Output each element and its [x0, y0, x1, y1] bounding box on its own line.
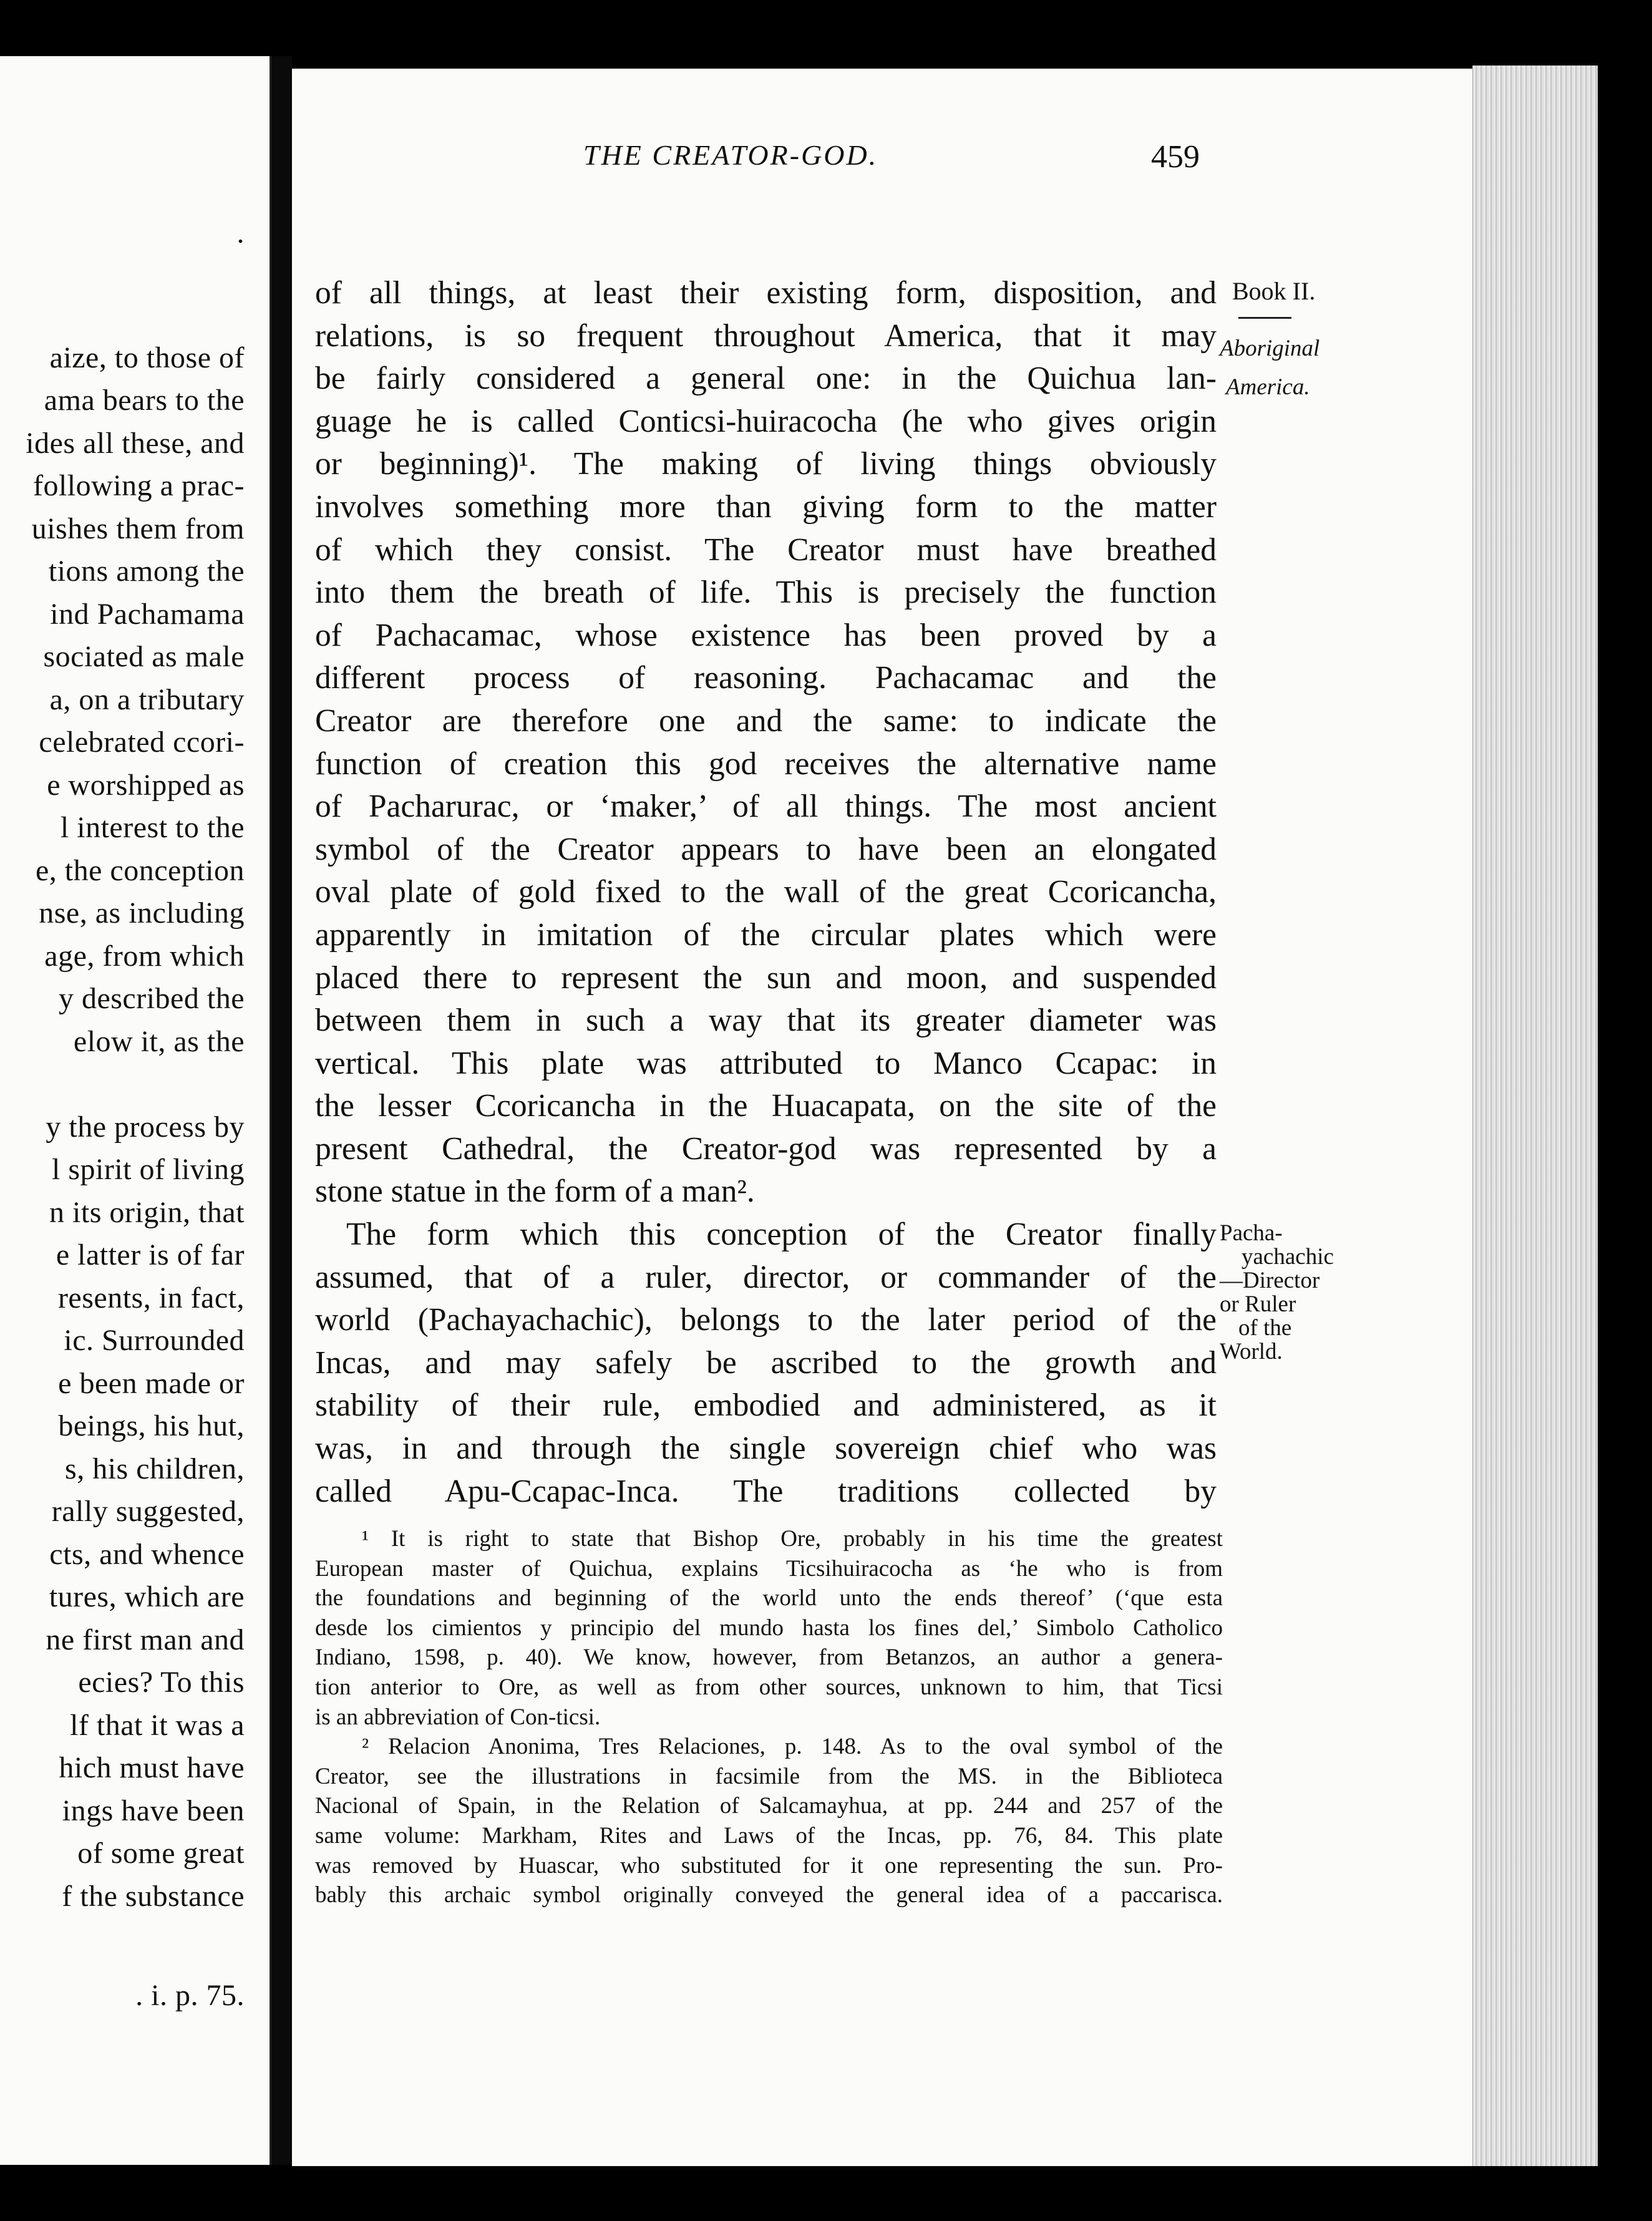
body-line: of Pachacamac, whose existence has been proved by a [315, 617, 1217, 653]
left-page-line: e worshipped as [47, 769, 245, 802]
body-line: be fairly considered a general one: in the Quichua lan- [315, 361, 1217, 397]
book-gutter [271, 56, 292, 2165]
sidenote-line: America. [1226, 374, 1310, 400]
left-page-line: nse, as including [39, 897, 245, 930]
left-page-line: aize, to those of [49, 341, 245, 374]
body-line: was, in and through the single sovereign chief who was [315, 1431, 1217, 1467]
body-line: function of creation this god receives the alternative name [315, 746, 1217, 782]
body-line: called Apu-Ccapac-Inca. The traditions collected by [315, 1473, 1217, 1509]
page-header [0, 139, 1652, 182]
footnote-line: ² Relacion Anonima, Tres Relaciones, p. 148. As to the oval symbol of the [362, 1734, 1223, 1760]
footnote-line: Creator, see the illustrations in facsimile from the MS. in the Biblioteca [315, 1763, 1223, 1789]
sidenote-line: yachachic [1241, 1244, 1334, 1270]
footnote-line: bably this archaic symbol originally conveyed the general idea of a paccarisca. [315, 1882, 1223, 1908]
footnote-line: same volume: Markham, Rites and Laws of the Incas, pp. 76, 84. This plate [315, 1822, 1223, 1849]
left-page-line: resents, in fact, [57, 1281, 245, 1315]
body-line: relations, is so frequent throughout America, that it may [315, 318, 1217, 354]
left-page-line: e latter is of far [56, 1238, 245, 1271]
body-text [315, 272, 1217, 1513]
left-page-line: s, his children, [65, 1452, 245, 1485]
left-page-line: y the process by [46, 1110, 245, 1144]
left-page-line: cts, and whence [49, 1538, 245, 1571]
body-line: of all things, at least their existing form, disposition, and [315, 275, 1217, 311]
sidenote-line: Pacha- [1220, 1220, 1283, 1246]
body-line: different process of reasoning. Pachacamac and the [315, 660, 1217, 696]
footnote-line: European master of Quichua, explains Ticsihuiracocha as ‘he who is from [315, 1555, 1223, 1582]
body-line: vertical. This plate was attributed to Manco Ccapac: in [315, 1045, 1217, 1081]
left-page-line: elow it, as the [73, 1025, 245, 1058]
body-line: oval plate of gold fixed to the wall of the great Ccoricancha, [315, 874, 1217, 910]
left-facing-page [0, 56, 271, 2165]
left-page-line: beings, his hut, [58, 1409, 245, 1442]
body-line: placed there to represent the sun and moon, and suspended [315, 960, 1217, 996]
sidenote-line: World. [1220, 1339, 1283, 1364]
sidenote-rule [1238, 317, 1291, 319]
left-page-line: ings have been [62, 1794, 245, 1827]
left-page-line: ides all these, and [26, 427, 245, 460]
body-line: Creator are therefore one and the same: to indicate the [315, 702, 1217, 739]
left-page-line: f the substance [62, 1880, 245, 1913]
body-line: stability of their rule, embodied and administered, as it [315, 1388, 1217, 1424]
sidenote-line: of the [1238, 1315, 1292, 1341]
left-page-line: l interest to the [60, 811, 245, 844]
sidenote-book: Book II. [1232, 277, 1316, 305]
footnote-line: tion anterior to Ore, as well as from other sources, unknown to him, that Ticsi [315, 1674, 1223, 1700]
left-page-line: ic. Surrounded [64, 1324, 245, 1357]
sidenote-pachayachachic [1220, 1222, 1334, 1364]
page-edges [1472, 66, 1598, 2166]
footnote-line: is an abbreviation of Con-ticsi. [315, 1704, 601, 1730]
footnotes [315, 1524, 1223, 1910]
body-line: between them in such a way that its greater diameter was [315, 1003, 1217, 1039]
left-page-line: e, the conception [35, 854, 245, 887]
body-line: The form which this conception of the Creator finally [346, 1217, 1217, 1253]
footnote-line: Nacional of Spain, in the Relation of Salcamayhua, at pp. 244 and 257 of the [315, 1793, 1223, 1819]
body-line: the lesser Ccoricancha in the Huacapata, on the site of the [315, 1088, 1217, 1124]
left-page-line: following a prac- [32, 469, 245, 502]
left-page-line: lf that it was a [70, 1709, 245, 1742]
body-line: or beginning)¹. The making of living things obviously [315, 446, 1217, 482]
body-line: of Pacharurac, or ‘maker,’ of all things. The most ancient [315, 789, 1217, 825]
left-page-line: sociated as male [43, 640, 245, 673]
body-line: into them the breath of life. This is precisely the function [315, 575, 1217, 611]
left-page-line: a, on a tributary [49, 683, 245, 716]
left-page-line: . i. p. 75. [135, 1979, 245, 2012]
left-page-line: rally suggested, [51, 1495, 245, 1528]
body-line: assumed, that of a ruler, director, or commander of the [315, 1259, 1217, 1295]
left-page-line: of some great [77, 1837, 245, 1870]
footnote-line: Indiano, 1598, p. 40). We know, however, from Betanzos, an author a genera- [315, 1645, 1223, 1671]
footnote-line: ¹ It is right to state that Bishop Ore, probably in his time the greatest [362, 1526, 1223, 1552]
left-page-line: ama bears to the [44, 384, 245, 417]
footnote-line: desde los cimientos y principio del mundo hasta los fines del,’ Simbolo Catholico [315, 1615, 1223, 1641]
footnote-line: was removed by Huascar, who substituted for it one representing the sun. Pro- [315, 1852, 1223, 1878]
sidenote-line: or Ruler [1220, 1291, 1296, 1317]
body-line: of which they consist. The Creator must have breathed [315, 532, 1217, 568]
left-page-line: l spirit of living [52, 1153, 245, 1186]
left-page-line: ind Pachamama [50, 598, 245, 631]
footnote-line: the foundations and beginning of the world unto the ends thereof’ (‘que esta [315, 1585, 1223, 1611]
left-page-line: ecies? To this [78, 1666, 245, 1699]
sidenote-aboriginal-america [1220, 329, 1319, 407]
left-page-line: . [236, 216, 245, 250]
sidenote-line: —Director [1220, 1268, 1320, 1293]
left-page-line: tures, which are [49, 1580, 245, 1613]
body-line: guage he is called Conticsi-huiracocha (he who gives origin [315, 403, 1217, 439]
body-line: world (Pachayachachic), belongs to the later period of the [315, 1302, 1217, 1338]
body-line: Incas, and may safely be ascribed to the growth and [315, 1344, 1217, 1381]
left-page-line: uishes them from [31, 512, 245, 545]
left-page-line: n its origin, that [49, 1196, 245, 1229]
left-page-line: hich must have [59, 1751, 245, 1784]
left-page-line: tions among the [48, 555, 245, 588]
body-line: involves something more than giving form to the matter [315, 488, 1217, 525]
page-number: 459 [1151, 139, 1200, 175]
left-page-line: age, from which [44, 940, 245, 973]
body-line: stone statue in the form of a man². [315, 1174, 755, 1210]
body-line: symbol of the Creator appears to have been an elongated [315, 831, 1217, 867]
left-page-line: e been made or [58, 1367, 245, 1400]
left-page-line: ne first man and [46, 1623, 245, 1656]
body-line: present Cathedral, the Creator-god was represented by a [315, 1130, 1217, 1167]
body-line: apparently in imitation of the circular plates which were [315, 916, 1217, 953]
sidenote-line: Aboriginal [1220, 336, 1320, 361]
running-title: THE CREATOR-GOD. [583, 139, 878, 171]
left-page-line: y described the [58, 982, 245, 1015]
left-page-line: celebrated ccori- [39, 726, 245, 759]
